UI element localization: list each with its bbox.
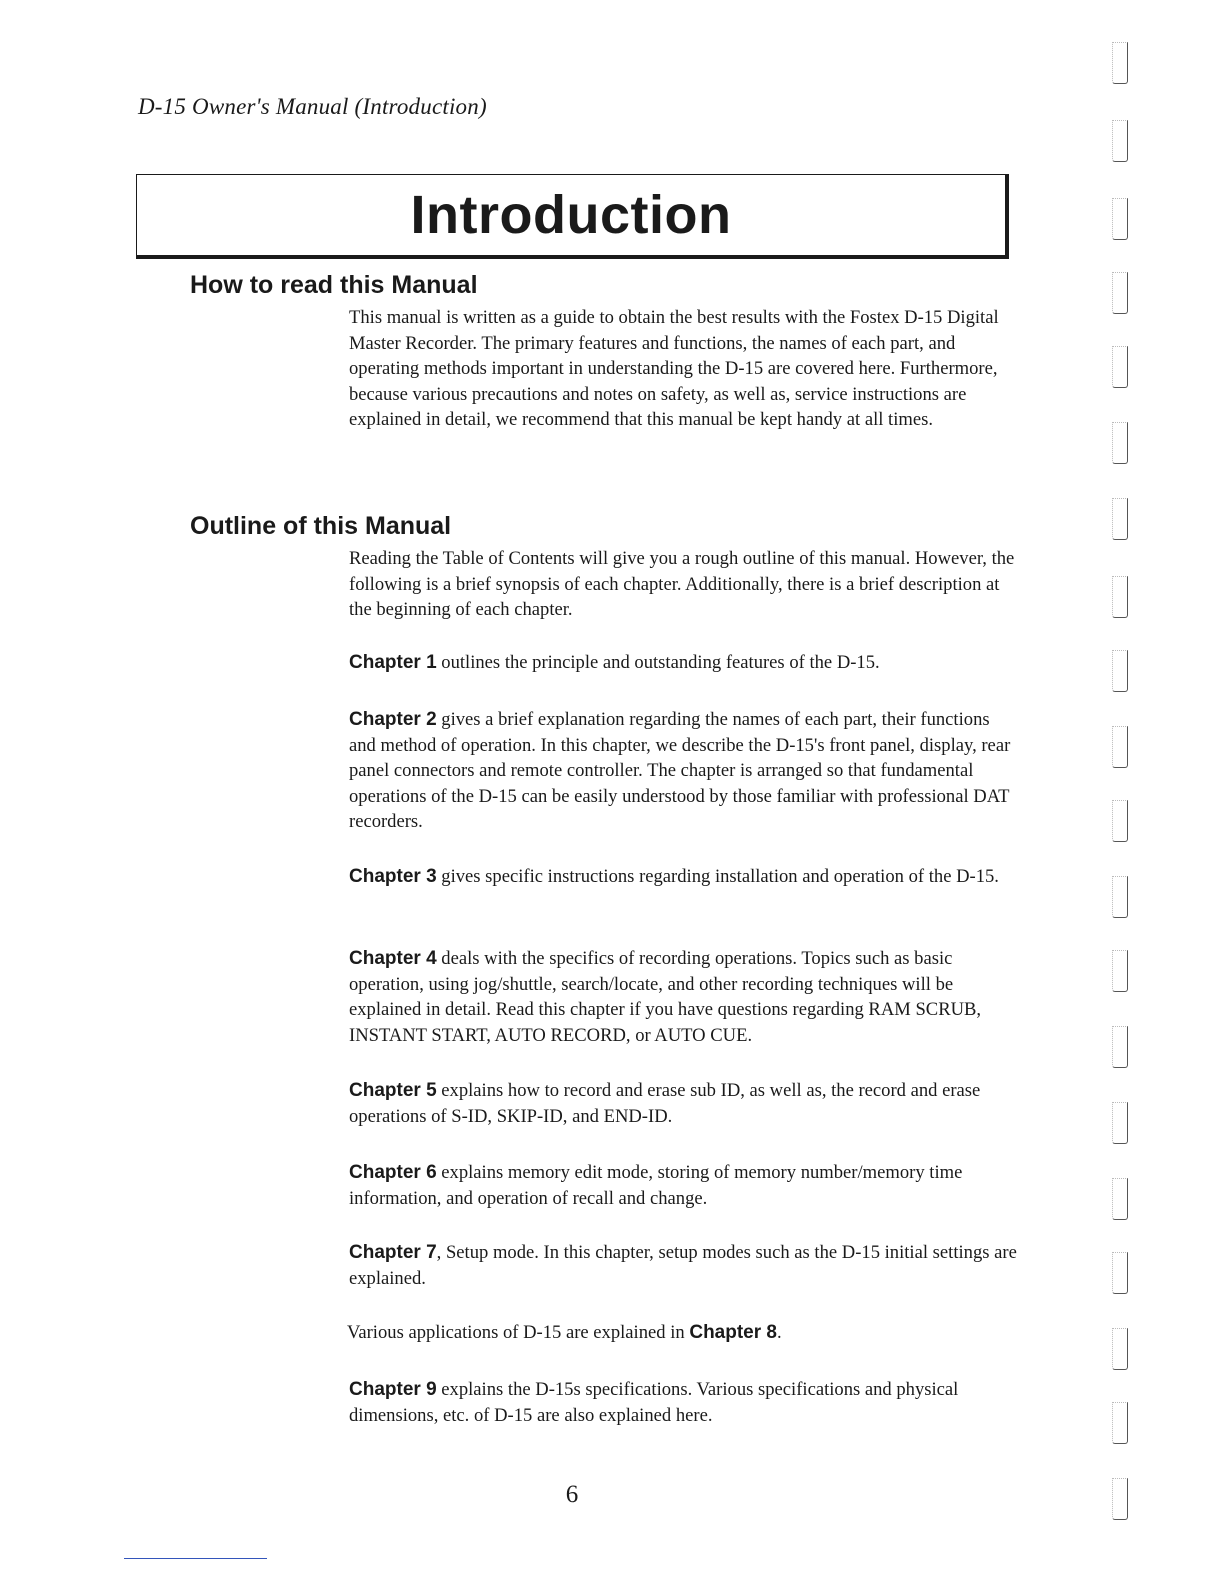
chapter-9-text: explains the D-15s specifications. Various specifications and physical dimensions, etc. of D-15 are also explained here. (349, 1379, 959, 1426)
binding-hole (1112, 876, 1128, 918)
binding-hole (1112, 576, 1128, 618)
chapter-6-text: explains memory edit mode, storing of memory number/memory time information, and operation of recall and change. (349, 1162, 963, 1209)
binding-hole (1112, 726, 1128, 768)
running-header: D-15 Owner's Manual (Introduction) (138, 94, 487, 119)
binding-hole (1112, 346, 1128, 388)
chapter-3-text: gives specific instructions regarding installation and operation of the D-15. (436, 866, 999, 887)
chapter-8-suffix: . (776, 1322, 782, 1343)
chapter-6-paragraph (349, 1160, 1019, 1211)
binding-hole (1112, 1252, 1128, 1294)
chapter-9-paragraph (349, 1377, 1019, 1428)
binding-hole (1112, 650, 1128, 692)
binding-hole (1112, 950, 1128, 992)
page-title: Introduction (410, 185, 732, 245)
section-heading-outline: Outline of this Manual (190, 512, 452, 540)
chapter-4-text: deals with the specifics of recording operations. Topics such as basic operation, using jog/shuttle, search/locate, and other recording techniques will be explained in detail. Read this chapter if you have questions regarding RAM SCRUB, INSTANT START, AUTO RECORD, or AUTO CUE. (349, 948, 982, 1046)
chapter-5-text: explains how to record and erase sub ID, as well as, the record and erase operations of S-ID, SKIP-ID, and END-ID. (349, 1080, 981, 1127)
page-number: 6 (565, 1481, 579, 1508)
binding-hole (1112, 198, 1128, 240)
chapter-7-text: , Setup mode. In this chapter, setup modes such as the D-15 initial settings are explained. (349, 1242, 1017, 1289)
chapter-7-label: Chapter 7 (349, 1242, 437, 1263)
chapter-2-text: gives a brief explanation regarding the names of each part, their functions and method of operation. In this chapter, we describe the D-15's front panel, display, rear panel connectors and remote controller. The chapter is arranged so that fundamental operations of the D-15 can be easily understood by those familiar with professional DAT recorders. (349, 709, 1011, 832)
binding-hole (1112, 1402, 1128, 1444)
outline-paragraph: Reading the Table of Contents will give you a rough outline of this manual. However, the following is a brief synopsis of each chapter. Additionally, there is a brief description at the beginning of each chapter. (349, 548, 1015, 620)
chapter-5-label: Chapter 5 (349, 1080, 437, 1101)
chapter-8-paragraph (347, 1320, 1017, 1346)
chapter-9-label: Chapter 9 (349, 1379, 437, 1400)
chapter-3-paragraph (349, 864, 1019, 890)
binding-hole (1112, 1328, 1128, 1370)
section-heading-how-to-read: How to read this Manual (190, 271, 478, 299)
chapter-3-label: Chapter 3 (349, 866, 437, 887)
binding-hole (1112, 1178, 1128, 1220)
binding-hole (1112, 120, 1128, 162)
binding-hole (1112, 272, 1128, 314)
chapter-2-paragraph (349, 707, 1019, 835)
chapter-2-label: Chapter 2 (349, 709, 437, 730)
title-box (136, 174, 1009, 259)
binding-hole (1112, 1026, 1128, 1068)
chapter-4-paragraph (349, 946, 1019, 1048)
chapter-7-paragraph (349, 1240, 1019, 1291)
chapter-8-prefix: Various applications of D-15 are explained in (347, 1322, 690, 1343)
chapter-6-label: Chapter 6 (349, 1162, 437, 1183)
binding-hole (1112, 42, 1128, 84)
chapter-1-paragraph (349, 650, 1019, 676)
chapter-8-label: Chapter 8 (689, 1322, 777, 1343)
binding-hole (1112, 498, 1128, 540)
chapter-5-paragraph (349, 1078, 1019, 1129)
binding-hole (1112, 1478, 1128, 1520)
chapter-1-label: Chapter 1 (349, 652, 437, 673)
binding-hole (1112, 1102, 1128, 1144)
binding-hole (1112, 800, 1128, 842)
scan-edge-line (124, 1558, 267, 1559)
chapter-1-text: outlines the principle and outstanding features of the D-15. (436, 652, 880, 673)
binding-hole (1112, 422, 1128, 464)
chapter-4-label: Chapter 4 (349, 948, 437, 969)
how-to-read-paragraph: This manual is written as a guide to obtain the best results with the Fostex D-15 Digital Master Recorder. The primary features and functions, the names of each part, and operating methods important in understanding the D-15 are covered here. Furthermore, because various precautions and notes on safety, as well as, service instructions are explained in detail, we recommend that this manual be kept handy at all times. (349, 307, 999, 430)
binding-holes (1108, 40, 1138, 1540)
